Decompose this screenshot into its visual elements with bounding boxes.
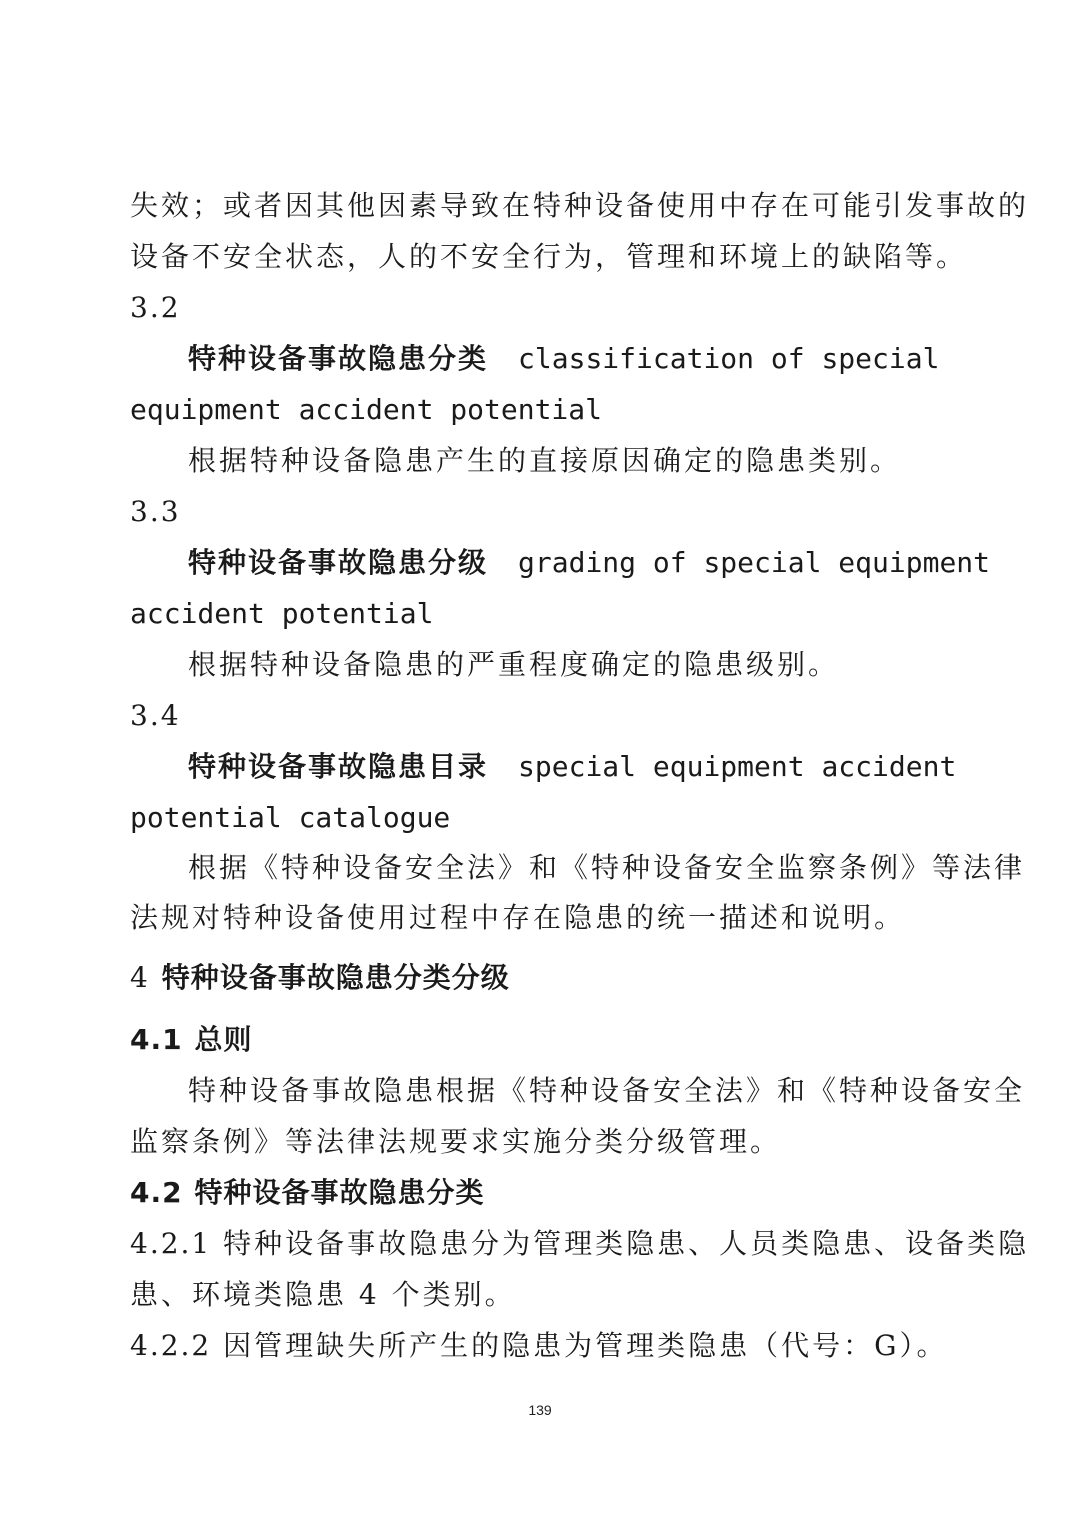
term-en-continued: potential catalogue — [130, 801, 451, 834]
term-title — [188, 747, 956, 787]
clause — [130, 1224, 1029, 1264]
term-en: classification of special — [518, 342, 940, 375]
term-en-continued: equipment accident potential — [130, 393, 603, 426]
term-en: special equipment accident — [518, 750, 957, 783]
section-title: 特种设备事故隐患分类分级 — [161, 961, 510, 994]
subsection-number: 4.1 — [130, 1023, 183, 1056]
body-text: 监察条例》等法律法规要求实施分类分级管理。 — [130, 1125, 782, 1158]
term-zh: 特种设备事故隐患目录 — [188, 750, 489, 783]
subsection-title: 总则 — [194, 1023, 253, 1056]
clause-number: 4.2.1 — [130, 1227, 212, 1260]
term-number: 3.2 — [130, 291, 181, 324]
section-heading — [130, 958, 510, 998]
page-number: 139 — [528, 1402, 552, 1418]
clause-number: 4.2.2 — [130, 1329, 212, 1362]
paragraph-line: 失效；或者因其他因素导致在特种设备使用中存在可能引发事故的 — [130, 189, 1030, 222]
subsection-heading — [130, 1173, 485, 1213]
clause — [130, 1326, 948, 1366]
term-title — [188, 339, 939, 379]
term-zh: 特种设备事故隐患分类 — [188, 342, 489, 375]
term-en-continued: accident potential — [130, 597, 434, 630]
clause-continued: 患、环境类隐患 4 个类别。 — [130, 1278, 516, 1311]
section-number: 4 — [130, 961, 150, 994]
subsection-heading — [130, 1020, 253, 1060]
term-title — [188, 543, 990, 583]
clause-text: 特种设备事故隐患分为管理类隐患、人员类隐患、设备类隐 — [223, 1227, 1030, 1260]
term-definition: 根据特种设备隐患产生的直接原因确定的隐患类别。 — [188, 444, 902, 477]
term-zh: 特种设备事故隐患分级 — [188, 546, 489, 579]
term-number: 3.3 — [130, 495, 181, 528]
paragraph-line: 设备不安全状态，人的不安全行为，管理和环境上的缺陷等。 — [130, 240, 968, 273]
subsection-number: 4.2 — [130, 1176, 183, 1209]
term-number: 3.4 — [130, 699, 181, 732]
term-definition: 法规对特种设备使用过程中存在隐患的统一描述和说明。 — [130, 901, 906, 934]
clause-text: 因管理缺失所产生的隐患为管理类隐患（代号：G）。 — [223, 1329, 948, 1362]
subsection-title: 特种设备事故隐患分类 — [194, 1176, 485, 1209]
term-definition: 根据《特种设备安全法》和《特种设备安全监察条例》等法律 — [188, 851, 1026, 884]
term-en: grading of special equipment — [518, 546, 991, 579]
term-definition: 根据特种设备隐患的严重程度确定的隐患级别。 — [188, 648, 840, 681]
body-text: 特种设备事故隐患根据《特种设备安全法》和《特种设备安全 — [188, 1074, 1026, 1107]
